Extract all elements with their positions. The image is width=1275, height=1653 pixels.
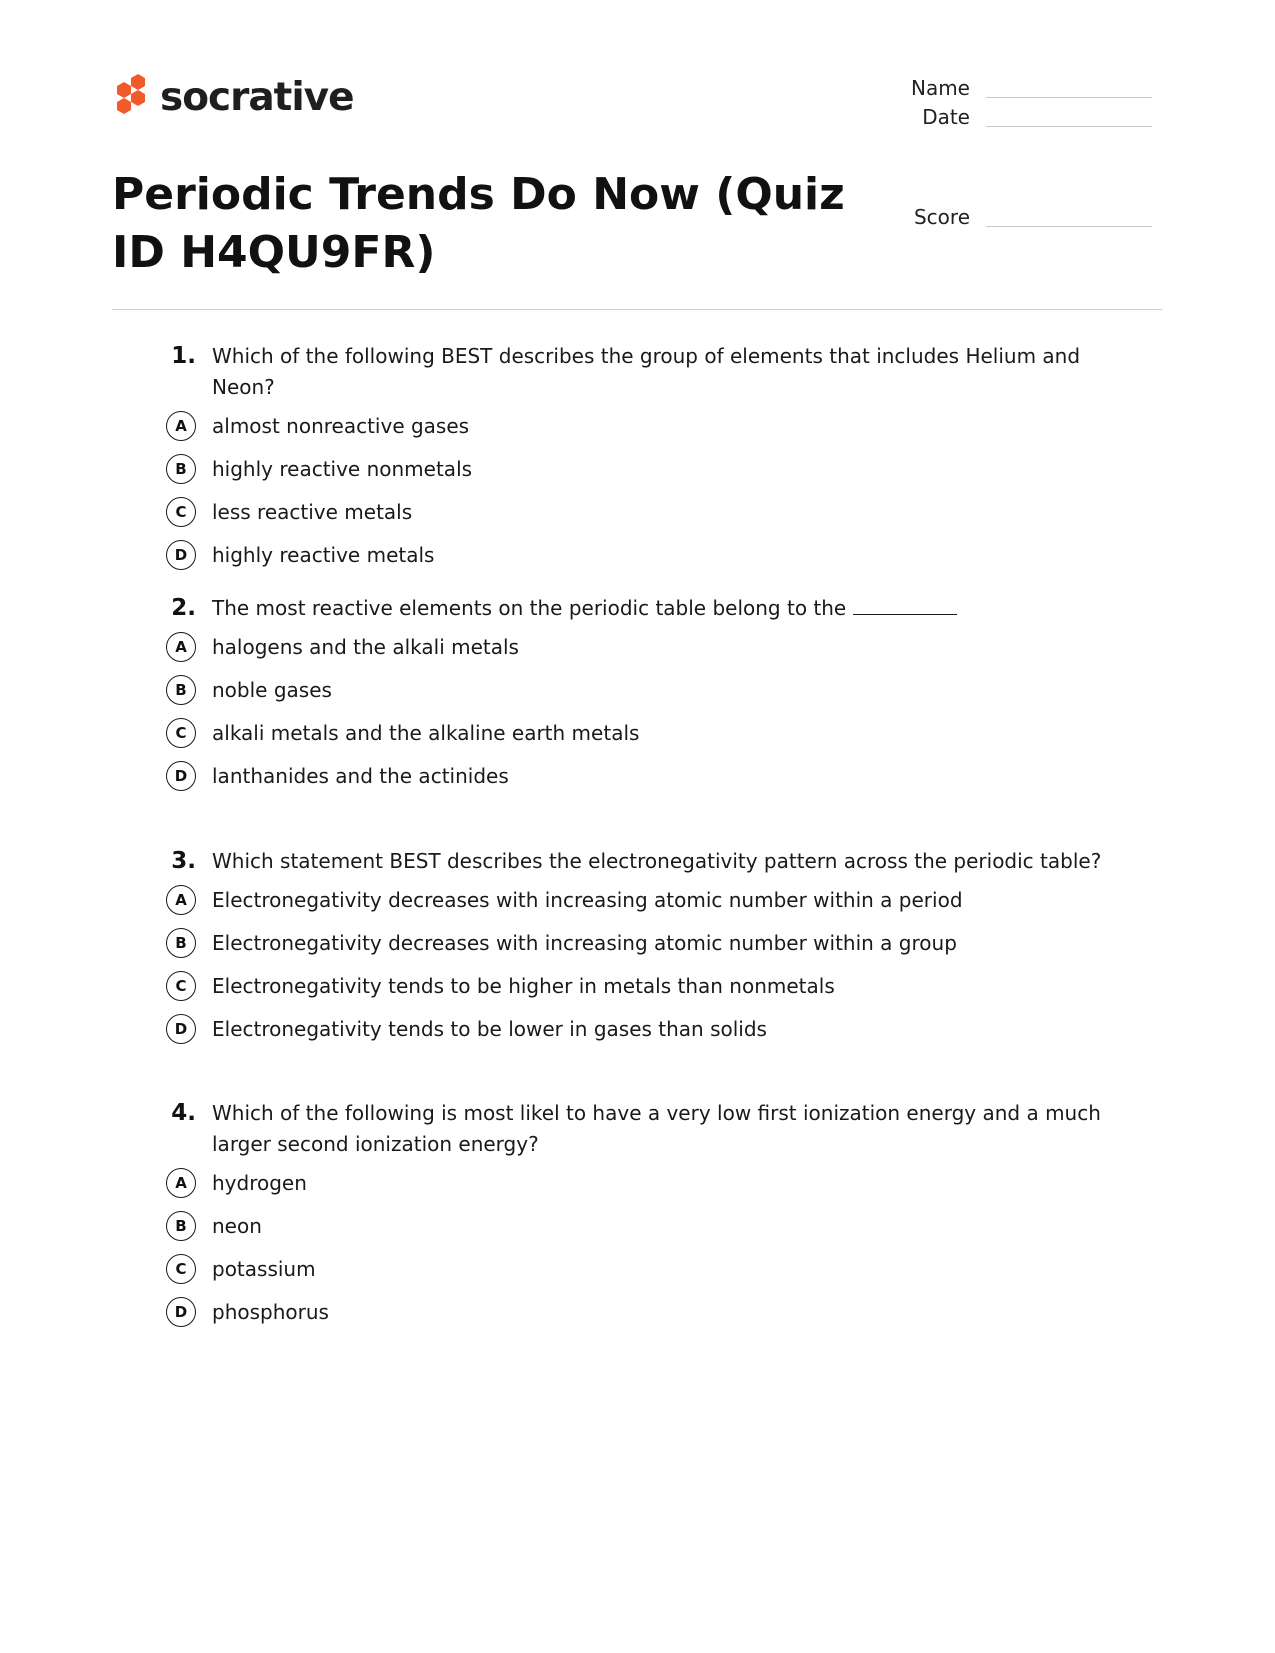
header-divider [112, 309, 1162, 310]
option-text: Electronegativity decreases with increasing atomic number within a period [212, 887, 963, 912]
hexagon-cluster-icon [112, 72, 150, 122]
page-title: Periodic Trends Do Now (Quiz ID H4QU9FR) [112, 169, 845, 278]
option-letter-d[interactable]: D [166, 540, 196, 570]
name-field[interactable] [880, 76, 1152, 100]
option-text: noble gases [212, 677, 332, 702]
option-b[interactable] [160, 1209, 1150, 1242]
option-c[interactable] [160, 1252, 1150, 1285]
option-text: alkali metals and the alkaline earth metals [212, 720, 640, 745]
option-text: halogens and the alkali metals [212, 634, 519, 659]
option-text: less reactive metals [212, 499, 413, 524]
question-number: 3. [171, 848, 196, 874]
date-line[interactable] [986, 126, 1152, 127]
option-d[interactable] [160, 1012, 1150, 1045]
option-d[interactable] [160, 759, 1150, 792]
question-number: 2. [171, 595, 196, 621]
question-1 [160, 341, 1150, 571]
option-letter-d[interactable]: D [166, 1297, 196, 1327]
question-text: Which of the following is most likel to have a very low first ionization energy and a much larger second ionization energy? [212, 1101, 1101, 1156]
question-text-wrap [212, 593, 1137, 624]
option-text: phosphorus [212, 1299, 329, 1324]
option-text: potassium [212, 1256, 316, 1281]
option-letter-b[interactable]: B [166, 454, 196, 484]
option-b[interactable] [160, 673, 1150, 706]
option-letter-a[interactable]: A [166, 885, 196, 915]
option-text: hydrogen [212, 1170, 307, 1195]
option-letter-d[interactable]: D [166, 1014, 196, 1044]
option-d[interactable] [160, 1295, 1150, 1328]
option-a[interactable] [160, 883, 1150, 916]
date-field[interactable] [880, 105, 1152, 129]
option-letter-c[interactable]: C [166, 1254, 196, 1284]
option-c[interactable] [160, 969, 1150, 1002]
option-text: almost nonreactive gases [212, 413, 470, 438]
option-text: highly reactive nonmetals [212, 456, 473, 481]
option-c[interactable] [160, 716, 1150, 749]
question-number: 1. [171, 343, 196, 369]
option-letter-c[interactable]: C [166, 971, 196, 1001]
name-line[interactable] [986, 97, 1152, 98]
option-letter-a[interactable]: A [166, 1168, 196, 1198]
option-text: Electronegativity decreases with increasing atomic number within a group [212, 930, 957, 955]
option-a[interactable] [160, 630, 1150, 663]
socrative-logo [112, 72, 354, 122]
date-label: Date [922, 105, 970, 129]
option-letter-b[interactable]: B [166, 928, 196, 958]
option-a[interactable] [160, 409, 1150, 442]
option-letter-b[interactable]: B [166, 1211, 196, 1241]
option-b[interactable] [160, 926, 1150, 959]
score-field[interactable] [880, 205, 1152, 229]
answer-blank [853, 596, 957, 615]
question-text: Which of the following BEST describes the group of elements that includes Helium and Neon? [212, 344, 1081, 399]
option-text: Electronegativity tends to be higher in metals than nonmetals [212, 973, 835, 998]
option-letter-a[interactable]: A [166, 411, 196, 441]
option-a[interactable] [160, 1166, 1150, 1199]
option-letter-a[interactable]: A [166, 632, 196, 662]
score-line[interactable] [986, 226, 1152, 227]
option-letter-c[interactable]: C [166, 497, 196, 527]
option-text: neon [212, 1213, 262, 1238]
question-stem [160, 1098, 1150, 1160]
score-label: Score [913, 205, 970, 229]
question-3 [160, 846, 1150, 1045]
option-letter-b[interactable]: B [166, 675, 196, 705]
option-c[interactable] [160, 495, 1150, 528]
option-d[interactable] [160, 538, 1150, 571]
name-label: Name [910, 76, 970, 100]
question-4 [160, 1098, 1150, 1328]
question-stem [160, 593, 1150, 624]
option-letter-c[interactable]: C [166, 718, 196, 748]
question-text: The most reactive elements on the periodic table belong to the [212, 596, 847, 620]
logo-text: socrative [160, 74, 354, 120]
option-text: highly reactive metals [212, 542, 435, 567]
option-b[interactable] [160, 452, 1150, 485]
option-text: Electronegativity tends to be lower in gases than solids [212, 1016, 767, 1041]
question-number: 4. [171, 1100, 196, 1126]
option-letter-d[interactable]: D [166, 761, 196, 791]
question-2 [160, 593, 1150, 792]
question-stem [160, 341, 1150, 403]
option-text: lanthanides and the actinides [212, 763, 509, 788]
question-stem [160, 846, 1150, 877]
question-text: Which statement BEST describes the electronegativity pattern across the periodic table? [212, 849, 1102, 873]
